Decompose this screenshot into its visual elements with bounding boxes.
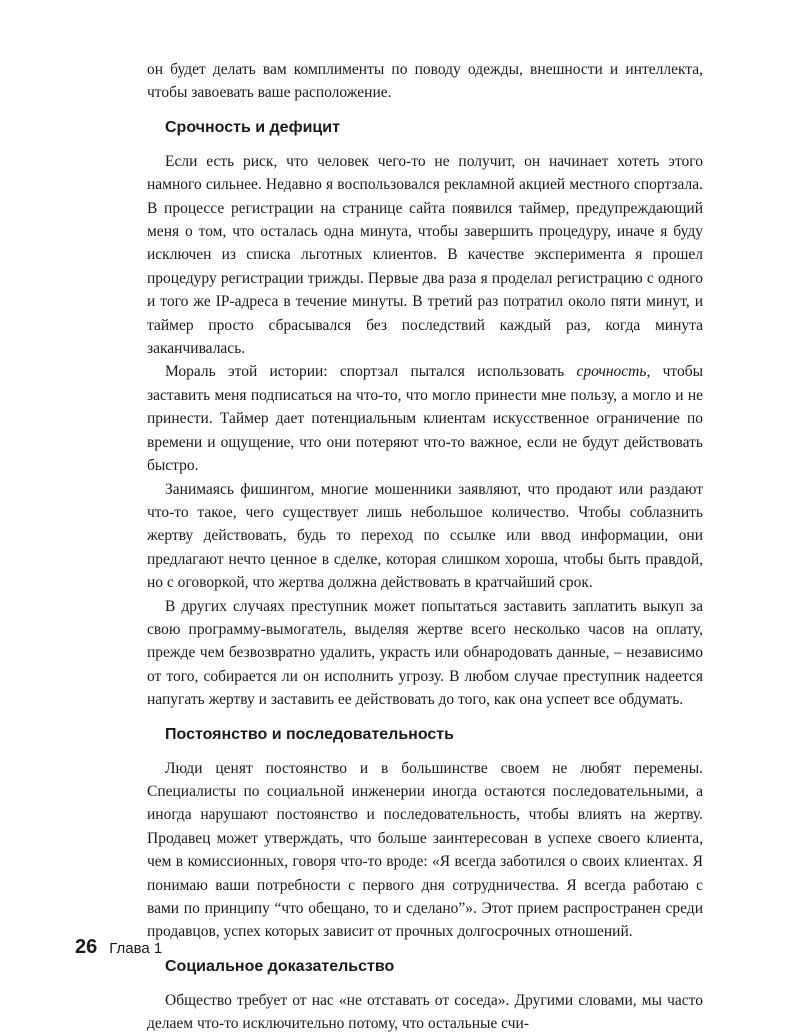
emphasis-urgency: срочность <box>576 363 647 381</box>
page-number: 26 <box>75 936 98 958</box>
chapter-label: Глава 1 <box>109 940 163 957</box>
paragraph-urgency-intro: Если есть риск, что человек чего-то не получит, он начинает хотеть этого намного сильнее. Недавно я воспользовался рекламной акцией местного спортзала. В процессе регистрации на странице сайта появился таймер, предупреждающий меня о том, что осталась одна минута, чтобы завершить процедуру, иначе я буду исключен из списка льготных клиентов. В качестве эксперимента я прошел процедуру регистрации трижды. Первые два раза я проделал регистрацию с одного и того же IP-адреса в течение минуты. В третий раз потратил около пяти минут, и таймер просто сбрасывался без последствий каждый раз, когда минута заканчивалась. <box>147 152 703 358</box>
section-heading-social-proof: Социальное доказательство <box>165 957 395 975</box>
paragraph-phishing: Занимаясь фишингом, многие мошенники заявляют, что продают или раздают что-то такое, чего существует лишь небольшое количество. Чтобы соблазнить жертву действовать, будь то переход по ссылке или ввод информации, они предлагают нечто ценное в сделке, которая слишком хороша, чтобы быть правдой, но с оговоркой, что жертва должна действовать в кратчайший срок. <box>147 480 703 592</box>
paragraph-social-proof: Общество требует от нас «не отставать от соседа». Другими словами, мы часто делаем что-то исключительно потому, что остальные счи- <box>147 991 703 1033</box>
moral-text-start: Мораль этой истории: спортзал пытался использовать <box>165 363 577 381</box>
section-heading-consistency: Постоянство и последовательность <box>165 725 454 743</box>
paragraph-consistency: Люди ценят постоянство и в большинстве своем не любят перемены. Специалисты по социальной инженерии иногда остаются последовательными, а иногда нарушают постоянство и последовательность, чтобы влиять на жертву. Продавец может утверждать, что больше заинтересован в успехе своего клиента, чем в комиссионных, говоря что-то вроде: «Я всегда заботился о своих клиентах. Я понимаю ваши потребности с первого дня сотрудничества. Я всегда работаю с вами по принципу “что обещано, то и сделано”». Этот прием распространен среди продавцов, успех которых зависит от прочных долгосрочных отношений. <box>147 759 703 941</box>
paragraph-continuation: он будет делать вам комплименты по поводу одежды, внешности и интеллекта, чтобы завоевать ваше расположение. <box>147 61 703 102</box>
moral-text-end: , чтобы заставить меня подписаться на что-то, что могло принести мне пользу, а могло и не принести. Таймер дает потенциальным клиентам искусственное ограничение по времени и ощущение, что они потеряют что-то важное, если не будут действовать быстро. <box>147 363 703 475</box>
section-heading-urgency-scarcity: Срочность и дефицит <box>165 118 340 136</box>
page-footer <box>75 936 162 959</box>
page-body <box>147 58 703 1036</box>
paragraph-urgency-moral <box>147 360 703 477</box>
paragraph-ransomware: В других случаях преступник может попытаться заставить заплатить выкуп за свою программу-вымогатель, выделяя жертве всего несколько часов на оплату, прежде чем безвозвратно удалить, украсть или обнародовать данные, – независимо от того, собирается ли он исполнить угрозу. В любом случае преступник надеется напугать жертву и заставить ее действовать до того, как она успеет все обдумать. <box>147 597 703 709</box>
